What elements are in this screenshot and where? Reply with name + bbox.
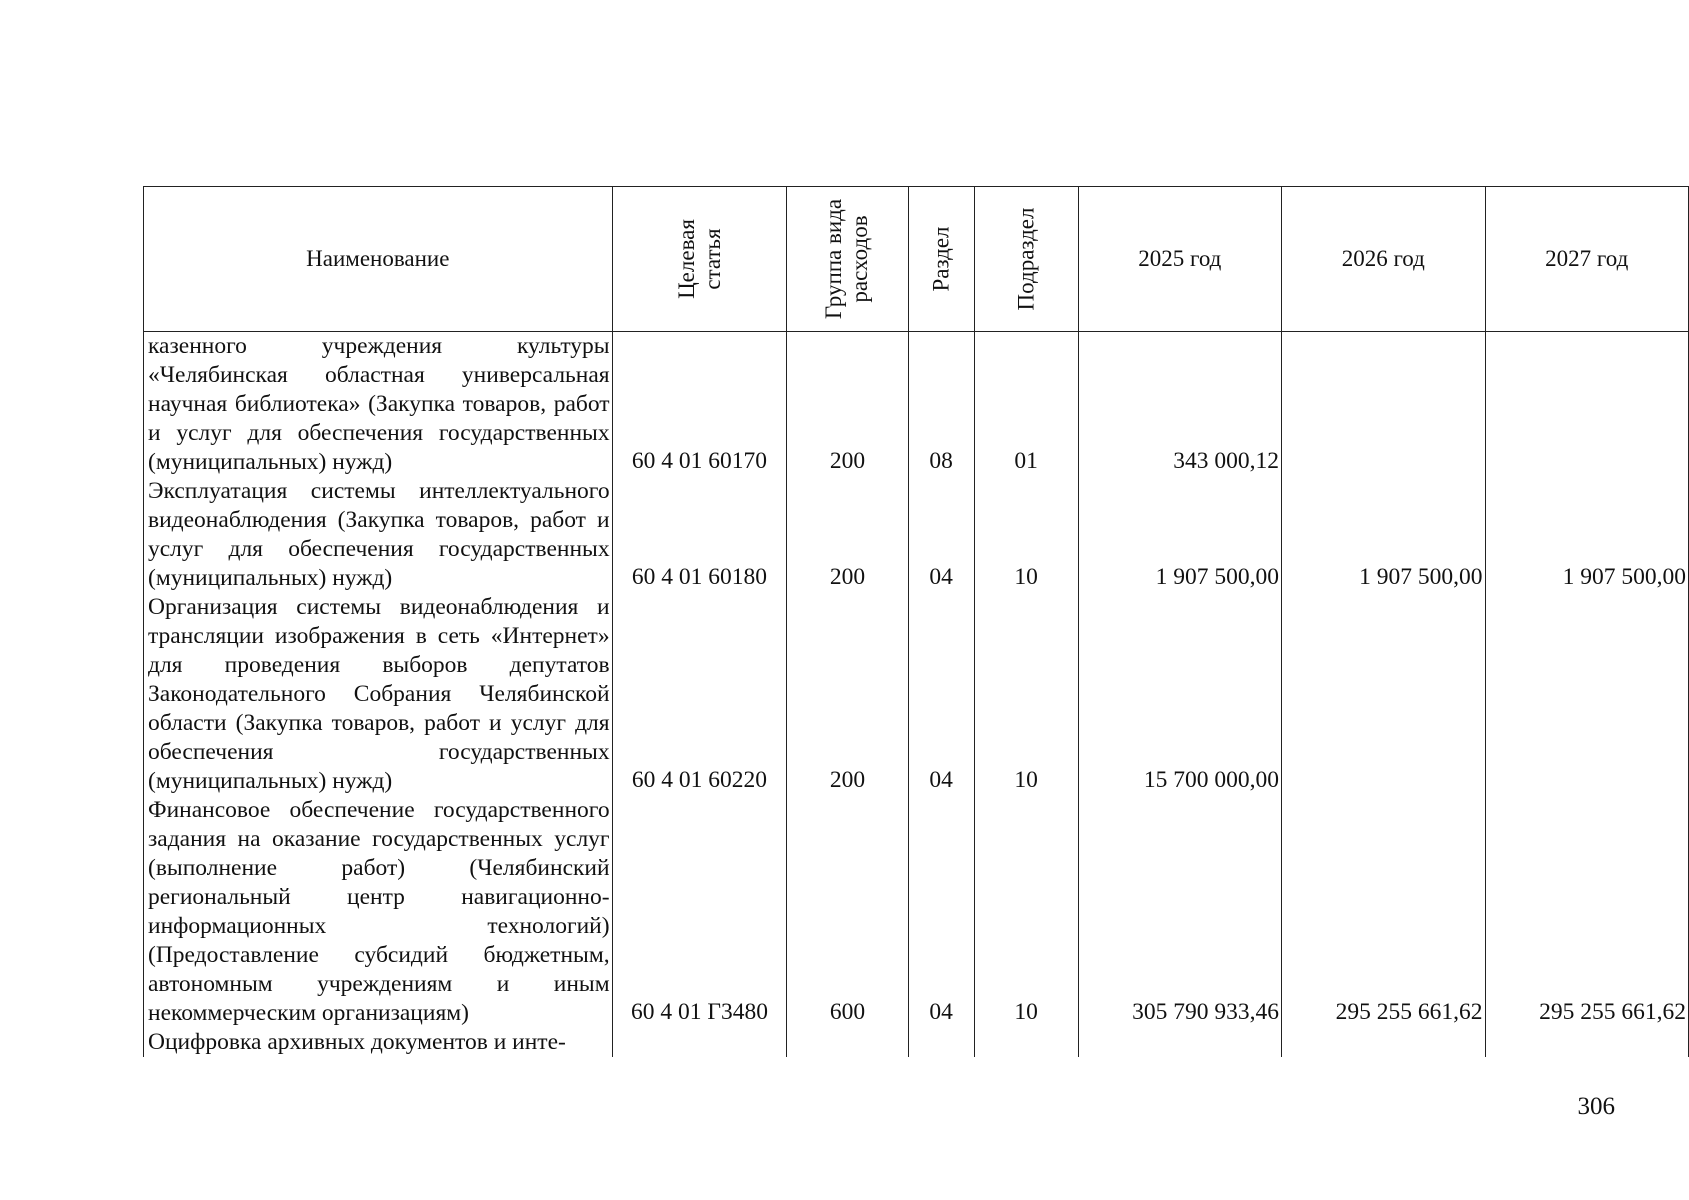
row-section [908,1028,974,1057]
row-y2026: 295 255 661,62 [1282,796,1485,1028]
page-number: 306 [1577,1093,1615,1120]
row-target: 60 4 01 Г3480 [612,796,787,1028]
row-group: 200 [787,332,908,478]
row-subsection: 10 [974,593,1078,796]
row-name: казенного учреждения культуры «Челябинская областная универсальная научная библиотека» (Закупка товаров, работ и услуг для обеспечения государственных (муниципальных) нужд) [144,332,613,478]
row-subsection: 01 [974,332,1078,478]
table-header-row [144,187,1689,332]
row-name: Организация системы видеонаблюдения и трансляции изображения в сеть «Интернет» для проведения выборов депутатов Законодательного Собрания Челябинской области (Закупка товаров, работ и услуг для обеспечения государственных (муниципальных) нужд) [144,593,613,796]
row-group: 200 [787,477,908,593]
header-target-line2: статья [699,228,725,290]
row-target: 60 4 01 60180 [612,477,787,593]
row-y2027: 1 907 500,00 [1485,477,1689,593]
header-year-2025: 2025 год [1078,187,1281,332]
row-y2026 [1282,1028,1485,1057]
table-row [144,477,1689,593]
row-name: Эксплуатация системы интеллектуального видеонаблюдения (Закупка товаров, работ и услуг для обеспечения государственных (муниципальных) нужд) [144,477,613,593]
table-row [144,1028,1689,1057]
row-subsection: 10 [974,477,1078,593]
header-group [787,187,908,332]
header-target [612,187,787,332]
row-section: 08 [908,332,974,478]
row-subsection: 10 [974,796,1078,1028]
header-year-2026: 2026 год [1282,187,1485,332]
row-y2025: 15 700 000,00 [1078,593,1281,796]
row-name: Оцифровка архивных документов и инте- [144,1028,613,1057]
header-target-line1: Целевая [673,219,699,299]
row-y2027 [1485,332,1689,478]
row-name: Финансовое обеспечение государственного задания на оказание государственных услуг (выполнение работ) (Челябинский региональный центр навигационно-информационных технологий) (Предоставление субсидий бюджетным, автономным учреждениям и иным некоммерческим организациям) [144,796,613,1028]
row-y2025 [1078,1028,1281,1057]
header-year-2027: 2027 год [1485,187,1689,332]
row-group [787,1028,908,1057]
row-group: 600 [787,796,908,1028]
row-target: 60 4 01 60220 [612,593,787,796]
row-y2026: 1 907 500,00 [1282,477,1485,593]
row-target: 60 4 01 60170 [612,332,787,478]
header-group-line1: Группа вида [821,198,847,320]
header-name: Наименование [144,187,613,332]
row-section: 04 [908,796,974,1028]
row-y2026 [1282,332,1485,478]
table-row [144,593,1689,796]
table-row [144,796,1689,1028]
row-y2027 [1485,1028,1689,1057]
row-y2025: 305 790 933,46 [1078,796,1281,1028]
row-subsection [974,1028,1078,1057]
row-section: 04 [908,477,974,593]
row-y2025: 343 000,12 [1078,332,1281,478]
row-y2027: 295 255 661,62 [1485,796,1689,1028]
row-y2026 [1282,593,1485,796]
header-group-line2: расходов [847,215,873,303]
budget-table [143,186,1689,1057]
header-section: Раздел [908,187,974,332]
row-y2027 [1485,593,1689,796]
budget-table-wrapper [143,186,1689,1057]
row-group: 200 [787,593,908,796]
header-subsection: Подраздел [974,187,1078,332]
row-section: 04 [908,593,974,796]
table-row [144,332,1689,478]
row-target [612,1028,787,1057]
row-y2025: 1 907 500,00 [1078,477,1281,593]
